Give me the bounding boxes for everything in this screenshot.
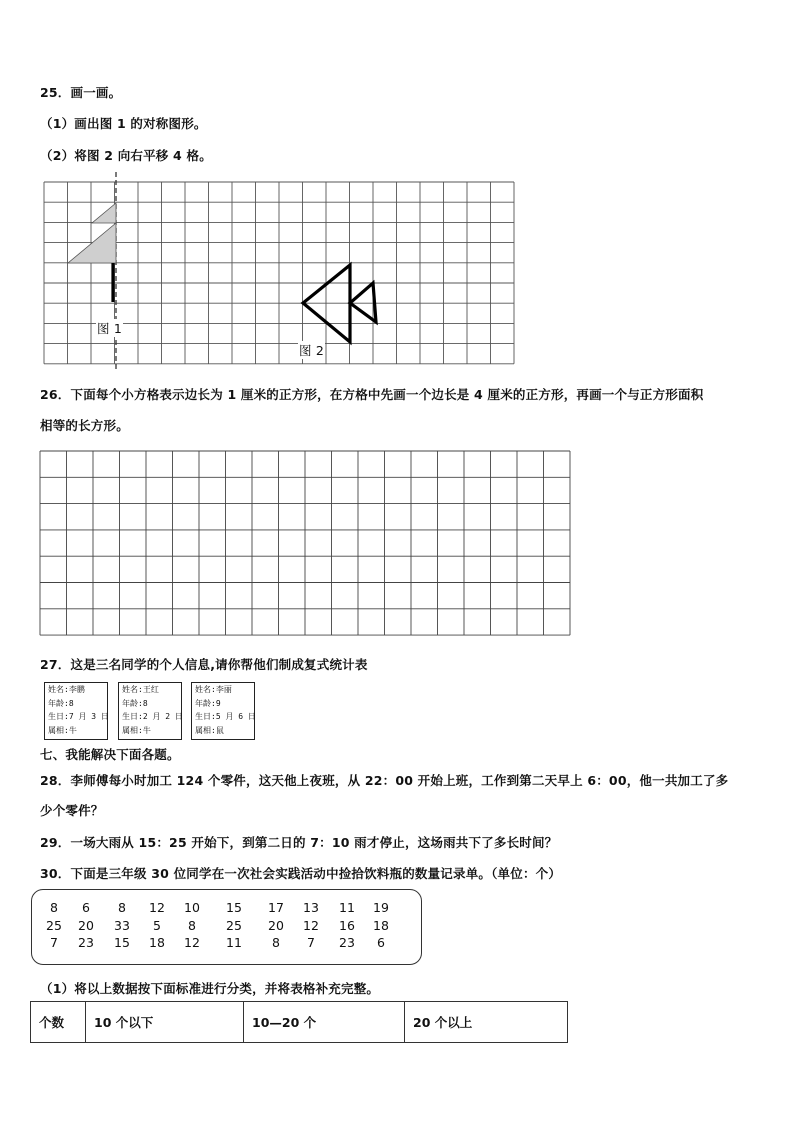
record-value: 5 [153,918,161,933]
record-value: 20 [268,918,284,933]
record-value: 10 [184,900,200,915]
card-name: 姓名:王红 [122,685,159,694]
table-header-count: 个数 [31,1002,86,1043]
card-birthday: 生日:5 月 6 日 [195,712,256,721]
fig2-label: 图 2 [299,343,325,358]
info-card-3 [191,682,255,740]
record-value: 8 [188,918,196,933]
record-value: 12 [149,900,165,915]
record-value: 15 [226,900,242,915]
record-value: 20 [78,918,94,933]
table-header-above-20: 20 个以上 [405,1002,568,1043]
record-value: 23 [339,935,355,950]
q29-text: 29．一场大雨从 15：25 开始下，到第二日的 7：10 雨才停止，这场雨共下了多长时间？ [40,835,558,850]
q30-title: 30．下面是三年级 30 位同学在一次社会实践活动中捡拾饮料瓶的数量记录单。（单位：个） [40,866,562,881]
fig1-upper-triangle [92,203,116,223]
q25-sub1: （1）画出图 1 的对称图形。 [40,116,207,131]
record-value: 18 [373,918,389,933]
record-value: 11 [226,935,242,950]
record-value: 15 [114,935,130,950]
record-value: 8 [118,900,126,915]
record-value: 8 [50,900,58,915]
card-name: 姓名:李鹏 [48,685,85,694]
card-zodiac: 属相:牛 [48,725,77,735]
record-value: 13 [303,900,319,915]
table-header-10-20: 10—20 个 [244,1002,405,1043]
table-row [31,1002,568,1043]
record-value: 25 [46,918,62,933]
record-value: 19 [373,900,389,915]
card-zodiac: 属相:鼠 [195,725,224,735]
fig2-small-triangle [350,283,376,322]
record-value: 18 [149,935,165,950]
record-value: 11 [339,900,355,915]
card-birthday: 生日:2 月 2 日 [122,712,183,721]
q28-line1: 28．李师傅每小时加工 124 个零件，这天他上夜班，从 22：00 开始上班，工作到第二天早上 6：00，他一共加工了多 [40,773,729,788]
section-7-title: 七、我能解决下面各题。 [40,747,180,762]
record-value: 17 [268,900,284,915]
record-value: 16 [339,918,355,933]
q25-title: 25．画一画。 [40,85,122,100]
card-age: 年龄:8 [48,698,74,708]
q25-sub2: （2）将图 2 向右平移 4 格。 [40,148,212,163]
classification-table [30,1001,568,1043]
q26-line2: 相等的长方形。 [40,418,129,433]
record-value: 33 [114,918,130,933]
card-zodiac: 属相:牛 [122,725,151,735]
record-value: 12 [184,935,200,950]
record-value: 25 [226,918,242,933]
record-value: 6 [377,935,385,950]
card-age: 年龄:8 [122,698,148,708]
record-value: 12 [303,918,319,933]
q26-line1: 26．下面每个小方格表示边长为 1 厘米的正方形，在方格中先画一个边长是 4 厘米的正方形，再画一个与正方形面积 [40,387,704,402]
table-header-below-10: 10 个以下 [86,1002,244,1043]
record-value: 8 [272,935,280,950]
fig1-label: 图 1 [97,321,123,336]
info-card-1 [44,682,108,740]
card-birthday: 生日:7 月 3 日 [48,712,109,721]
record-value: 23 [78,935,94,950]
q27-title: 27．这是三名同学的个人信息,请你帮他们制成复式统计表 [40,657,368,672]
record-value: 6 [82,900,90,915]
card-name: 姓名:李丽 [195,685,232,694]
info-card-2 [118,682,182,740]
grid-q26 [40,451,570,635]
card-age: 年龄:9 [195,698,221,708]
q30-sub1: （1）将以上数据按下面标准进行分类，并将表格补充完整。 [40,981,380,996]
q28-line2: 少个零件？ [40,803,104,818]
record-value: 7 [50,935,58,950]
record-value: 7 [307,935,315,950]
